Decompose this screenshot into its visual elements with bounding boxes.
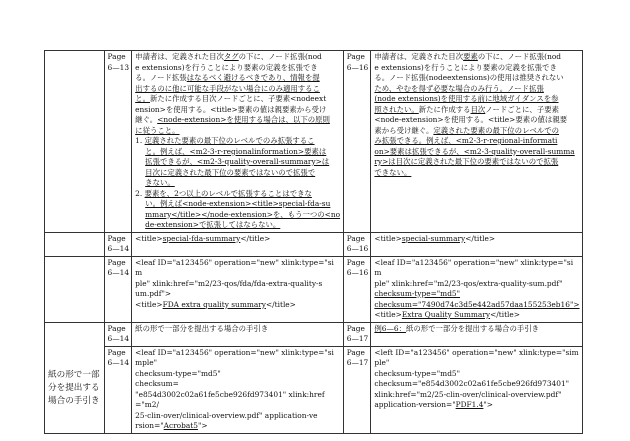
left-page-ref: Page 6—13 [104,51,132,233]
left-text-cell [132,322,344,346]
text-line [374,369,580,380]
text-segment: の下に、ノード拡張(nod [477,52,562,61]
text-line [135,279,341,290]
text-segment: 新たに作成する [418,104,471,114]
left-page-ref: Page 6—14 [104,322,132,346]
underlined-segment: mmary</title></node-extension>を、もう一つの<no [145,209,341,219]
underlined-segment: on>要素は拡張できるが、<m2-3-quality-overall-summa [374,146,575,156]
underlined-segment: 定義された要素の最下位のレベルでのみ拡張するこ [144,136,315,145]
text-segment: "> [483,400,493,409]
text-segment: checksum= [135,379,179,388]
text-line [374,310,580,321]
text-segment: <node-extension>を使用する。<title>要素の値は親要 [374,115,568,124]
left-text-cell [132,232,344,256]
text-segment: 継ぐ。 [135,115,158,124]
right-text-cell [371,322,583,346]
text-line [135,115,341,126]
underlined-segment: 出するのに他に可能な手段がない場合にのみ適用するこ [135,83,320,93]
table-row [45,346,583,433]
underlined-segment: 照されたい。 [374,104,419,114]
text-line [374,84,580,95]
text-line [135,348,341,369]
underlined-segment: 例6—6： [374,323,406,333]
text-line [135,258,341,279]
text-line [374,115,580,126]
text-line [135,390,341,411]
underlined-segment: checksum-type="md5" [374,289,461,298]
right-page-ref: Page 6—16 [343,51,371,233]
text-segment: </title> [240,233,271,243]
table-row [45,232,583,256]
text-segment: <title> [135,299,163,309]
text-line [135,379,341,390]
text-line [135,289,341,300]
text-segment: application-version=" [374,400,456,409]
underlined-segment: きない。 [145,178,175,187]
text-segment: </title> [265,299,296,309]
underlined-segment: 目次 [470,104,486,114]
text-line [135,52,341,63]
underlined-segment: い。例えば<node-extension><title>special-fda-su [145,199,331,208]
text-segment: ノードごとに、子要素 [485,104,559,114]
left-page-ref: Page 6—14 [104,346,132,433]
text-segment: checksum-type="md5" [374,368,461,378]
text-line [135,421,341,432]
right-text-cell [371,256,583,322]
text-line [135,147,341,158]
text-line [135,157,341,168]
text-segment: </title> [465,233,496,243]
table-row [45,51,583,233]
text-line [374,136,580,147]
text-line [135,178,341,189]
category-cell [45,256,105,322]
text-line [374,126,580,137]
right-text-cell [371,232,583,256]
text-segment: 紙の形で一部分を提出する場合の手引き [135,323,269,333]
text-segment: <leaf ID="a123456" operation="new" xlink:type="sim [135,257,334,277]
text-line [135,84,341,95]
underlined-segment: Extra Quality Summary [401,310,491,319]
underlined-segment: 目次に定義された最下位の要素ではないので拡張で [145,167,316,177]
right-page-ref: Page 6—16 [343,232,371,256]
text-line [135,369,341,380]
underlined-segment: PDF1.4 [455,400,484,409]
text-line [374,94,580,105]
right-text-cell [371,346,583,433]
category-cell [45,51,105,233]
text-line [374,234,580,245]
table-row [45,256,583,322]
text-line [374,157,580,168]
right-text-cell [371,51,583,233]
left-text-cell [132,51,344,233]
text-line [135,63,341,74]
underlined-segment: special-summary [401,233,466,243]
underlined-segment: み拡張できる。例えば、<m2-3-r-regional-informati [374,136,558,145]
text-line [135,168,341,179]
text-line [135,234,341,245]
text-segment: checksum-type="md5" [135,368,221,378]
text-line [374,289,580,300]
text-segment: </title> [490,310,520,319]
text-line [374,52,580,63]
text-line [374,73,580,84]
text-line [374,63,580,74]
underlined-segment: checksum="7490d74c3d5e442ad57daa155253eb16"> [374,299,580,309]
text-segment: <left ID="a123456" operation="new" xlink:type="simple" [374,347,579,367]
text-line [374,348,580,369]
underlined-segment: Acrobat5 [163,421,198,430]
underlined-segment: (node extensions)を使用する前に地域ガイダンスを参 [374,94,559,103]
text-segment: <leaf ID="a123456" operation="new" xlink:type="sim [374,257,574,277]
underlined-segment: と。 [135,94,150,103]
category-label: 紙の形で一部分を提出する場合の手引き [45,322,105,433]
left-text-cell [132,346,344,433]
text-line [135,300,341,311]
text-segment: checksum="e854d3002c02a61fe5cbe926fd973401" [374,379,570,388]
right-page-ref: Page 6—17 [343,346,371,433]
text-segment: "> [197,421,208,430]
text-segment: 紙の形で一部分を提出する場合の手引き [405,323,540,333]
comparison-table [44,50,583,434]
text-segment: e extensions)を行うことにより要素の定義を拡張でき [135,62,318,72]
text-segment: 2. [135,188,145,198]
text-segment: <title> [374,310,402,319]
text-segment: ple" xlink:href="m2/23-qos/extra-quality-sum.pdf" [374,278,563,288]
text-segment: e extensions)を行うことにより要素の定義を拡張でき [374,62,557,72]
text-segment: <leaf ID="a123456" operation="new" xlink:type="simple" [135,347,334,367]
text-segment: ension>を使用する。<title>要素の値は親要素から受け [135,104,327,114]
underlined-segment: ry>は目次に定義された最下位の要素ではないので拡張 [374,157,559,166]
text-segment: る。ノード拡張 [135,73,187,82]
text-segment: る。ノード拡張(nodeextensions)の使用は推奨されない [374,73,564,82]
text-line [135,105,341,116]
right-page-ref: Page 6—17 [343,322,371,346]
underlined-segment: FDA extra quality summary [162,299,266,309]
text-line [135,210,341,221]
table-row [45,322,583,346]
text-segment: 新たに作成する目次ノードごとに、子要素<nodeext [149,94,327,103]
text-segment: 申請者は、定義された目次 [135,52,224,61]
text-segment: 申請者は、定義された目次 [374,52,464,61]
text-segment: um.pdf"> [135,289,172,298]
text-segment: 1. [135,136,145,145]
underlined-segment: 要素 [463,52,478,61]
left-text-cell [132,256,344,322]
text-segment: 素から受け継ぐ。 [374,125,434,135]
text-line [374,105,580,116]
underlined-segment: 拡張できるが、<m2-3-quality-overall-summary>は [145,157,330,166]
underlined-segment: はなるべく避けるべきであり、情報を提 [186,73,320,82]
text-line [374,400,580,411]
text-segment: <title> [135,233,163,243]
text-line [374,168,580,179]
text-segment: rsion=" [135,421,164,430]
text-line [135,411,341,422]
underlined-segment: 要素を、2つ以上のレベルで拡張することはできな [144,188,312,198]
underlined-segment: ため、やむを得ず必要な場合のみ行う。ノード拡張 [374,83,544,93]
underlined-segment: de-extension>で拡張してはならない。 [145,220,281,229]
text-line [374,379,580,390]
underlined-segment: タグ [223,52,239,61]
left-page-ref: Page 6—14 [104,232,132,256]
text-line [135,199,341,210]
underlined-segment: special-fda-summary [162,233,241,243]
text-segment: <title> [374,233,402,243]
text-line [135,126,341,137]
text-segment: 25-clin-over/clinical-overview.pdf" application-ve [135,410,318,420]
underlined-segment: できない。 [374,167,412,177]
text-line [374,147,580,158]
underlined-segment: <node-extension>を使用する場合は、以下の原則 [157,115,330,124]
text-line [135,73,341,84]
text-segment: "e854d3002c02a61fe5cbe926fd973401" xlink:href="m2/ [135,389,325,409]
text-line [135,136,341,147]
text-line [135,220,341,231]
underlined-segment: 定義された要素の最下位のレベルでの [433,125,560,135]
text-line [135,324,341,335]
text-line [374,258,580,279]
text-segment: xlink:href="m2/25-clin-over/clinical-overview.pdf" [374,389,562,399]
underlined-segment: に従うこと。 [135,125,180,135]
text-line [135,94,341,105]
text-line [374,279,580,290]
text-line [374,390,580,401]
text-segment: ple" xlink:href="m2/23-qos/fda/fda-extra-quality-s [135,278,323,288]
category-cell [45,232,105,256]
right-page-ref: Page 6—16 [343,256,371,322]
underlined-segment: と。例えば、<m2-3-r-regionalinformation>要素は [145,146,327,156]
text-line [135,189,341,200]
text-line [374,324,580,335]
text-line [374,300,580,311]
left-page-ref: Page 6—14 [104,256,132,322]
text-segment: の下に、ノード拡張(nod [238,52,322,61]
